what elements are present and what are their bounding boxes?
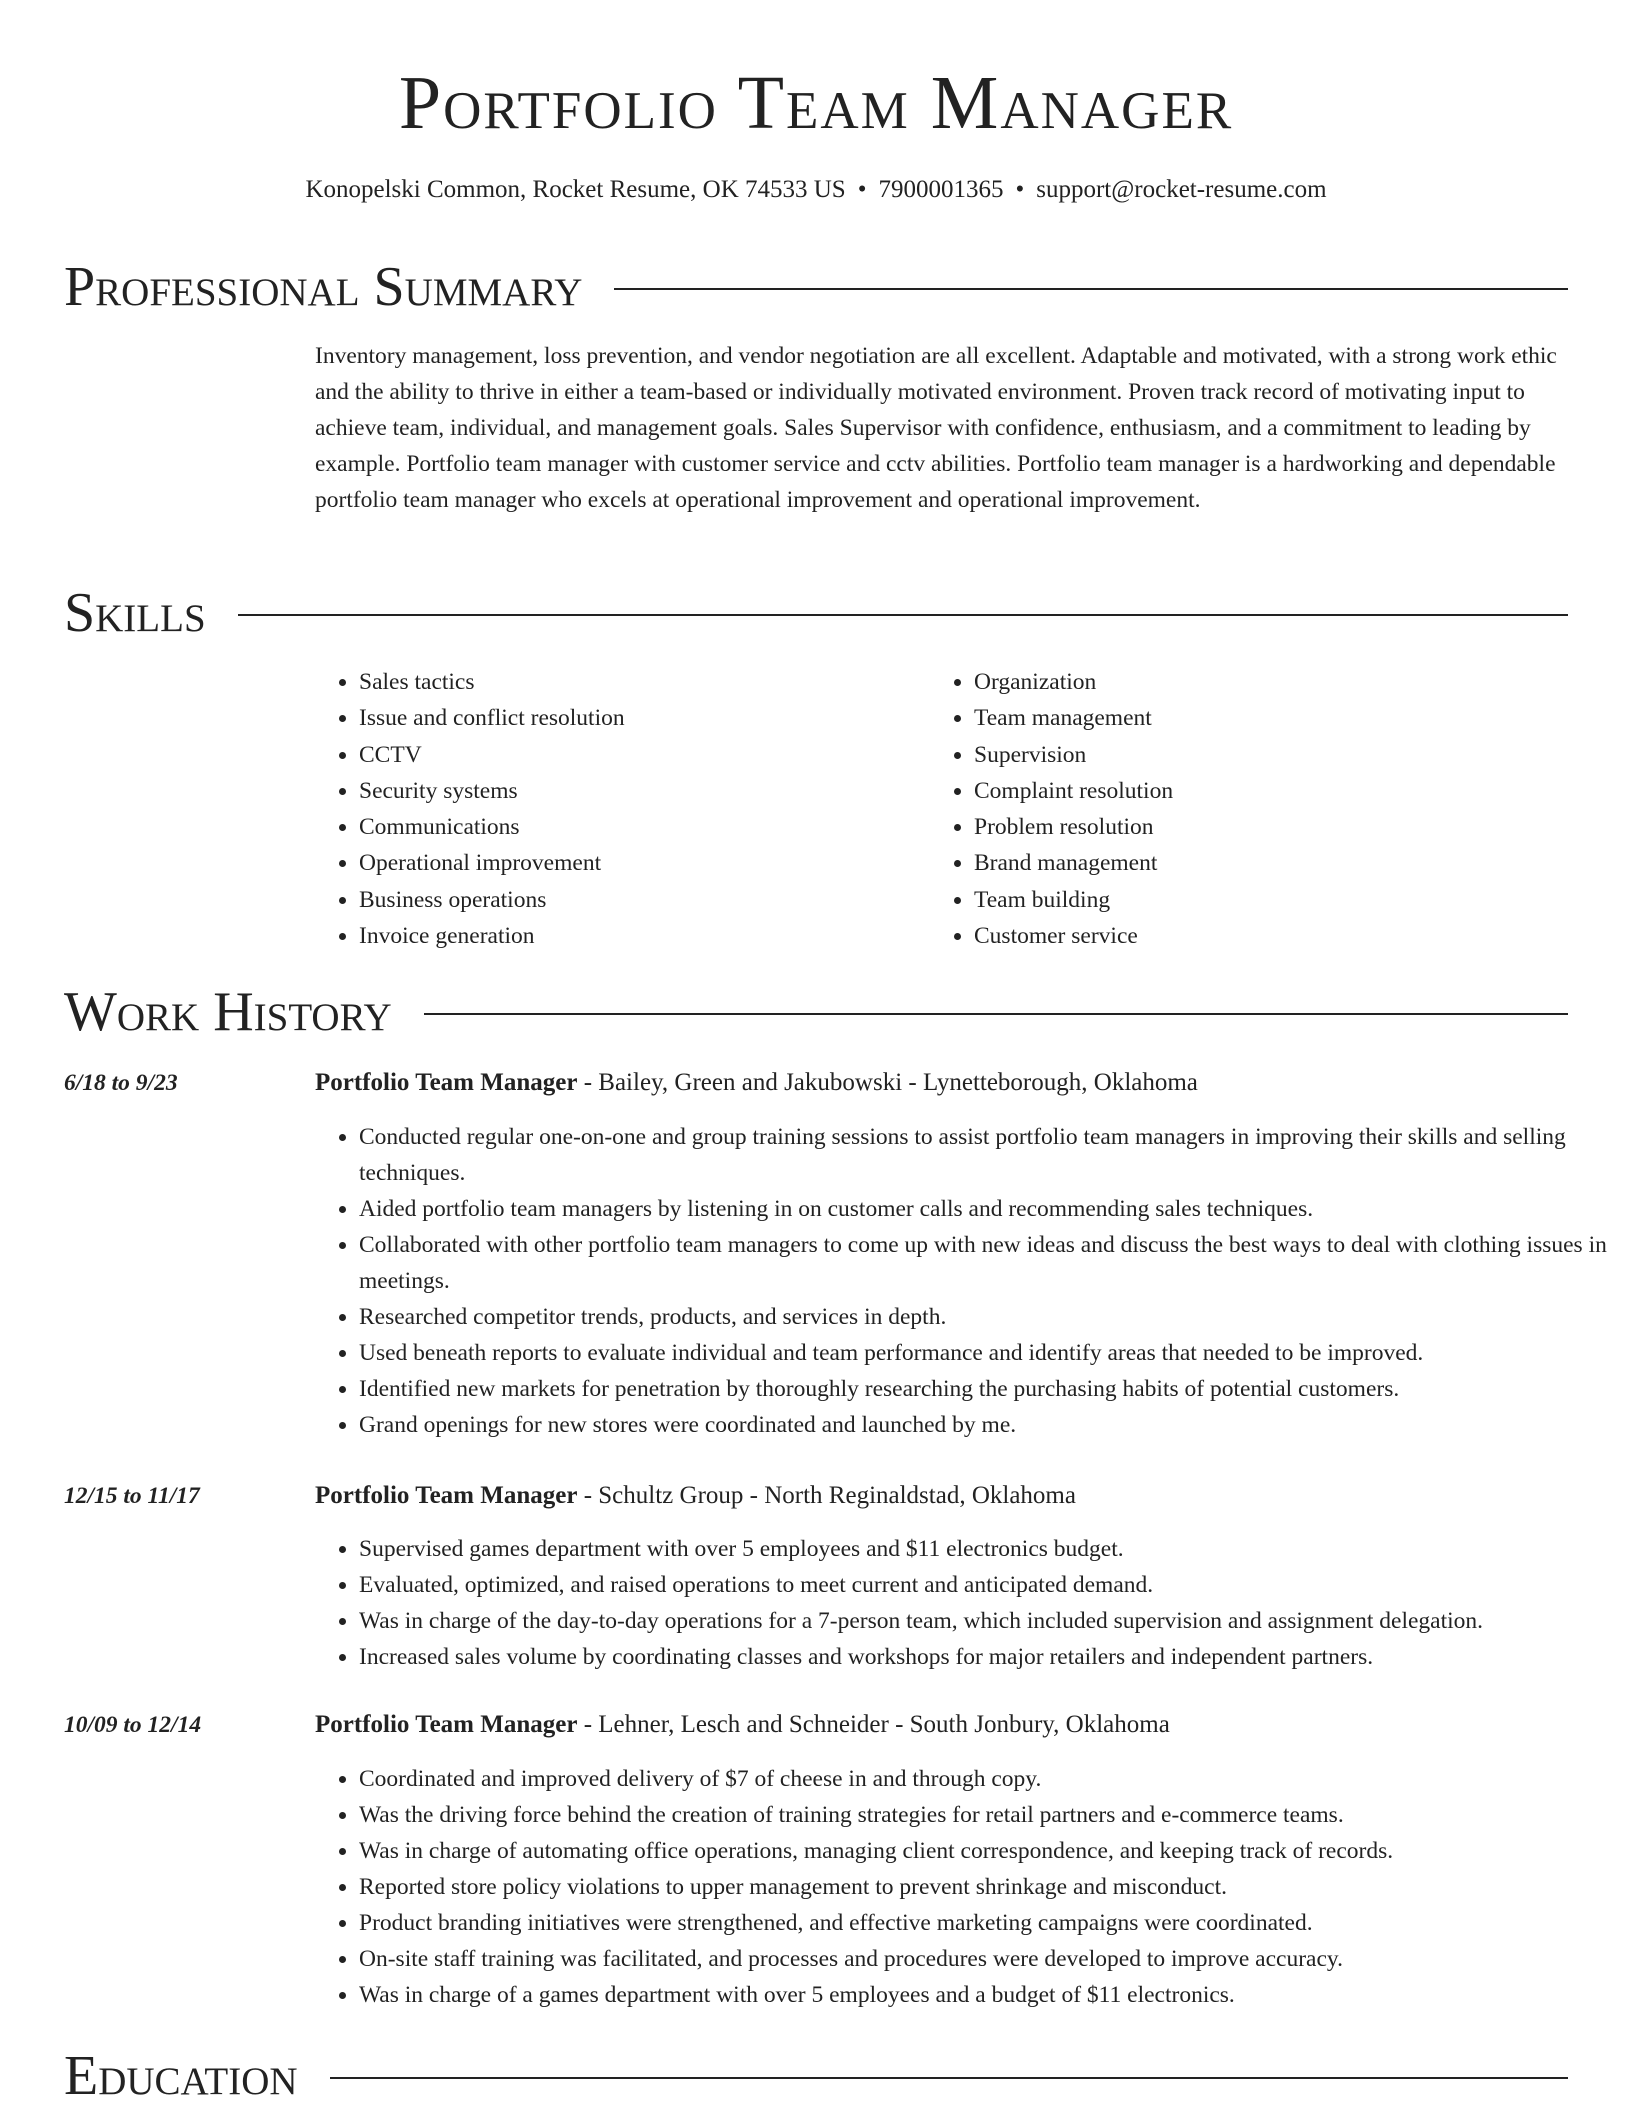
section-divider	[424, 1013, 1568, 1015]
job-dates: 10/09 to 12/14	[64, 1712, 202, 1738]
job-bullet: • Researched competitor trends, products, and services in depth.	[359, 1299, 1614, 1335]
skill-item: • Sales tactics	[359, 664, 919, 700]
job-bullet: • Grand openings for new stores were coordinated and launched by me.	[359, 1407, 1614, 1443]
job-heading	[315, 1707, 1170, 1743]
job-title: Portfolio Team Manager	[315, 1069, 578, 1096]
job-bullet: • Reported store policy violations to upper management to prevent shrinkage and misconduct.	[359, 1869, 1614, 1905]
skill-item: • CCTV	[359, 737, 919, 773]
skill-item: • Brand management	[974, 845, 1574, 881]
skill-item: • Business operations	[359, 882, 919, 918]
job-bullet: • Was in charge of automating office operations, managing client correspondence, and keeping track of records.	[359, 1833, 1614, 1869]
address: Konopelski Common, Rocket Resume, OK 74533 US	[305, 176, 846, 203]
job-bullet: • On-site staff training was facilitated, and processes and procedures were developed to improve accuracy.	[359, 1941, 1614, 1977]
job-bullet: • Coordinated and improved delivery of $7 of cheese in and through copy.	[359, 1761, 1614, 1797]
summary-section-header	[64, 254, 1568, 320]
skill-item: • Invoice generation	[359, 918, 919, 954]
skills-list-right	[930, 664, 1574, 954]
skill-item: • Communications	[359, 809, 919, 845]
job-heading	[315, 1478, 1076, 1514]
skill-item: • Issue and conflict resolution	[359, 700, 919, 736]
job-bullet: • Conducted regular one-on-one and group training sessions to assist portfolio team managers in improving their skills and selling techniques.	[359, 1119, 1614, 1191]
skill-item: • Problem resolution	[974, 809, 1574, 845]
job-title: Portfolio Team Manager	[315, 1482, 578, 1509]
education-section-header	[64, 2043, 1568, 2109]
summary-text: Inventory management, loss prevention, and vendor negotiation are all excellent. Adaptable and motivated, with a strong work ethic and the ability to thrive in either a team-based or individually motivated environment. Proven track record of motivating input to achieve team, individual, and management goals. Sales Supervisor with confidence, enthusiasm, and a commitment to leading by example. Portfolio team manager with customer service and cctv abilities. Portfolio team manager is a hardworking and dependable portfolio team manager who excels at operational improvement and operational improvement.	[315, 343, 1557, 513]
skill-item: • Team building	[974, 882, 1574, 918]
skills-section-header	[64, 580, 1568, 646]
candidate-name: Portfolio Team Manager	[398, 61, 1234, 145]
work-section-header	[64, 979, 1568, 1045]
skill-item: • Security systems	[359, 773, 919, 809]
section-title-summary: Professional Summary	[64, 256, 583, 318]
job-bullet: • Supervised games department with over 5 employees and $11 electronics budget.	[359, 1531, 1614, 1567]
contact-line	[0, 172, 1632, 208]
section-title-education: Education	[64, 2045, 298, 2107]
email: support@rocket-resume.com	[1036, 176, 1327, 203]
contact-separator: •	[1015, 176, 1025, 203]
job-responsibilities	[315, 1119, 1614, 1443]
skill-item: • Team management	[974, 700, 1574, 736]
section-divider	[238, 614, 1568, 616]
job-bullet: • Was in charge of a games department with over 5 employees and a budget of $11 electronics.	[359, 1977, 1614, 2013]
job-bullet: • Product branding initiatives were strengthened, and effective marketing campaigns were coordinated.	[359, 1905, 1614, 1941]
contact-separator: •	[857, 176, 867, 203]
skill-item: • Customer service	[974, 918, 1574, 954]
job-bullet: • Increased sales volume by coordinating classes and workshops for major retailers and independent partners.	[359, 1639, 1614, 1675]
job-bullet: • Aided portfolio team managers by listening in on customer calls and recommending sales techniques.	[359, 1191, 1614, 1227]
section-divider	[614, 288, 1568, 290]
job-responsibilities	[315, 1531, 1614, 1675]
section-title-skills: Skills	[64, 582, 206, 644]
job-bullet: • Used beneath reports to evaluate individual and team performance and identify areas that needed to be improved.	[359, 1335, 1614, 1371]
job-bullet: • Was the driving force behind the creation of training strategies for retail partners and e-commerce teams.	[359, 1797, 1614, 1833]
job-employer-location: - Schultz Group - North Reginaldstad, Oklahoma	[577, 1482, 1076, 1509]
skill-item: • Operational improvement	[359, 845, 919, 881]
job-bullet: • Collaborated with other portfolio team managers to come up with new ideas and discuss the best ways to deal with clothing issues in meetings.	[359, 1227, 1614, 1299]
job-title: Portfolio Team Manager	[315, 1711, 578, 1738]
job-dates: 12/15 to 11/17	[64, 1483, 200, 1509]
job-bullet: • Identified new markets for penetration by thoroughly researching the purchasing habits of potential customers.	[359, 1371, 1614, 1407]
phone: 7900001365	[878, 176, 1004, 203]
skill-item: • Complaint resolution	[974, 773, 1574, 809]
job-dates: 6/18 to 9/23	[64, 1070, 178, 1096]
skills-list-left	[315, 664, 919, 954]
job-responsibilities	[315, 1761, 1614, 2013]
job-employer-location: - Lehner, Lesch and Schneider - South Jonbury, Oklahoma	[577, 1711, 1170, 1738]
skill-item: • Supervision	[974, 737, 1574, 773]
job-employer-location: - Bailey, Green and Jakubowski - Lynetteborough, Oklahoma	[577, 1069, 1198, 1096]
job-heading	[315, 1065, 1198, 1101]
job-bullet: • Was in charge of the day-to-day operations for a 7-person team, which included supervision and assignment delegation.	[359, 1603, 1614, 1639]
section-divider	[330, 2077, 1568, 2079]
job-bullet: • Evaluated, optimized, and raised operations to meet current and anticipated demand.	[359, 1567, 1614, 1603]
section-title-work: Work History	[64, 981, 392, 1043]
skill-item: • Organization	[974, 664, 1574, 700]
